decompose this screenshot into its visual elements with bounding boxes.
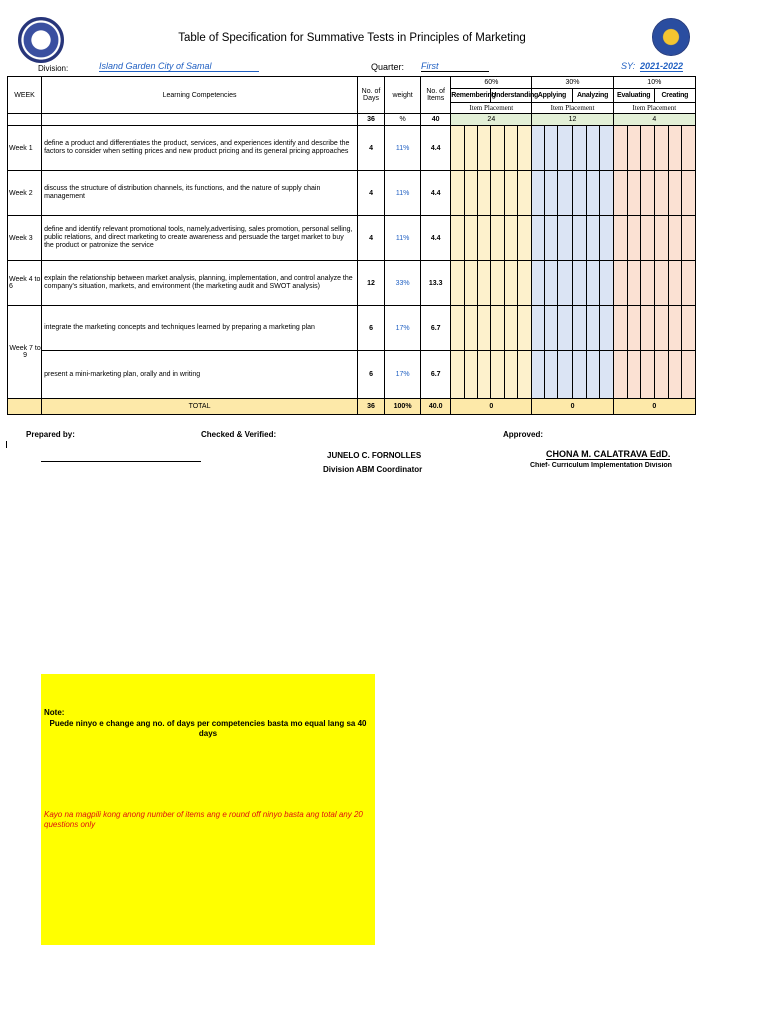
division-label: Division: (38, 64, 69, 73)
approved-name: CHONA M. CALATRAVA EdD. (546, 449, 671, 459)
item-placement-cell (451, 126, 465, 171)
item-placement-cell (572, 306, 586, 351)
item-placement-cell (640, 261, 654, 306)
week-cell: Week 4 to 6 (8, 261, 42, 306)
items-header: No. of Items (421, 77, 451, 114)
item-placement-1: Item Placement (451, 103, 532, 114)
col-evaluating: Evaluating (613, 89, 654, 103)
item-placement-cell (681, 306, 695, 351)
item-placement-cell (545, 351, 558, 399)
total-weight: 100% (385, 399, 421, 415)
prepared-signature-line (41, 461, 201, 462)
group-total-3: 0 (613, 399, 695, 415)
col-analyzing: Analyzing (572, 89, 613, 103)
subtotal-days: 36 (357, 114, 384, 126)
item-placement-cell (654, 306, 668, 351)
note-title: Note: (44, 708, 65, 717)
item-placement-cell (586, 306, 599, 351)
item-placement-cell (613, 216, 627, 261)
item-placement-cell (586, 171, 599, 216)
item-placement-cell (545, 216, 558, 261)
item-placement-cell (465, 216, 478, 261)
weight-header: weight (385, 77, 421, 114)
table-row (8, 171, 696, 216)
approved-label: Approved: (503, 430, 543, 439)
page-title: Table of Specification for Summative Tests in Principles of Marketing (178, 32, 526, 44)
spacer-cell (8, 399, 42, 415)
items-cell: 4.4 (421, 171, 451, 216)
weight-cell: 17% (385, 351, 421, 399)
item-placement-cell (627, 261, 640, 306)
group-total-1: 0 (451, 399, 532, 415)
item-placement-cell (681, 351, 695, 399)
item-placement-cell (681, 261, 695, 306)
total-row (8, 399, 696, 415)
specification-table (7, 76, 696, 415)
item-placement-cell (668, 351, 681, 399)
weight-cell: 11% (385, 126, 421, 171)
item-placement-cell (505, 126, 518, 171)
item-placement-cell (668, 261, 681, 306)
col-creating: Creating (654, 89, 695, 103)
group-count-3: 4 (613, 114, 695, 126)
table-row (8, 261, 696, 306)
items-cell: 6.7 (421, 306, 451, 351)
item-placement-cell (558, 216, 572, 261)
item-placement-cell (491, 126, 505, 171)
item-placement-cell (545, 306, 558, 351)
item-placement-cell (558, 171, 572, 216)
item-placement-cell (640, 306, 654, 351)
competency-cell: integrate the marketing concepts and techniques learned by preparing a marketing plan (42, 306, 358, 351)
item-placement-cell (518, 261, 532, 306)
item-placement-cell (451, 216, 465, 261)
item-placement-cell (465, 171, 478, 216)
item-placement-cell (518, 351, 532, 399)
col-remembering: Remembering (451, 89, 491, 103)
item-placement-cell (505, 261, 518, 306)
group-count-1: 24 (451, 114, 532, 126)
approved-title: Chief- Curriculum Implementation Division (530, 462, 672, 469)
item-placement-cell (465, 306, 478, 351)
item-placement-cell (668, 171, 681, 216)
item-placement-cell (599, 216, 613, 261)
item-placement-cell (668, 126, 681, 171)
days-header: No. of Days (357, 77, 384, 114)
competency-cell: present a mini-marketing plan, orally and in writing (42, 351, 358, 399)
item-placement-cell (627, 351, 640, 399)
item-placement-cell (586, 261, 599, 306)
item-placement-cell (545, 171, 558, 216)
table-row (8, 306, 696, 351)
item-placement-cell (465, 261, 478, 306)
week-cell: Week 7 to 9 (8, 306, 42, 399)
item-placement-cell (518, 126, 532, 171)
item-placement-cell (627, 216, 640, 261)
item-placement-cell (627, 126, 640, 171)
item-placement-cell (558, 126, 572, 171)
weight-cell: 11% (385, 216, 421, 261)
competencies-header: Learning Competencies (42, 77, 358, 114)
item-placement-cell (465, 351, 478, 399)
total-items: 40.0 (421, 399, 451, 415)
weight-cell: 11% (385, 171, 421, 216)
item-placement-cell (532, 216, 545, 261)
item-placement-cell (681, 216, 695, 261)
checked-label: Checked & Verified: (201, 430, 277, 439)
item-placement-cell (505, 171, 518, 216)
item-placement-cell (627, 171, 640, 216)
group-pct-2: 30% (532, 77, 613, 89)
group-pct-3: 10% (613, 77, 695, 89)
item-placement-cell (518, 171, 532, 216)
week-cell: Week 2 (8, 171, 42, 216)
subtotal-items: 40 (421, 114, 451, 126)
item-placement-cell (478, 126, 491, 171)
weight-cell: 33% (385, 261, 421, 306)
subtotal-weight: % (385, 114, 421, 126)
item-placement-cell (654, 171, 668, 216)
group-count-2: 12 (532, 114, 613, 126)
division-value: Island Garden City of Samal (99, 61, 259, 72)
item-placement-cell (640, 351, 654, 399)
item-placement-cell (505, 306, 518, 351)
spacer-cell (8, 114, 42, 126)
item-placement-cell (451, 171, 465, 216)
table-row (8, 126, 696, 171)
quarter-value: First (421, 61, 489, 72)
item-placement-cell (681, 171, 695, 216)
checked-title: Division ABM Coordinator (323, 465, 423, 474)
item-placement-cell (627, 306, 640, 351)
item-placement-cell (532, 126, 545, 171)
item-placement-cell (532, 351, 545, 399)
week-header: WEEK (8, 77, 42, 114)
sy-value: 2021-2022 (640, 61, 684, 71)
item-placement-cell (654, 261, 668, 306)
item-placement-cell (558, 351, 572, 399)
item-placement-3: Item Placement (613, 103, 695, 114)
item-placement-cell (681, 126, 695, 171)
total-label: TOTAL (42, 399, 358, 415)
item-placement-cell (640, 216, 654, 261)
days-cell: 6 (357, 306, 384, 351)
item-placement-cell (586, 351, 599, 399)
item-placement-cell (668, 306, 681, 351)
item-placement-cell (572, 216, 586, 261)
item-placement-cell (613, 351, 627, 399)
total-days: 36 (357, 399, 384, 415)
item-placement-cell (451, 351, 465, 399)
sy-label: SY: (621, 61, 636, 71)
quarter-label: Quarter: (371, 62, 405, 72)
item-placement-cell (558, 306, 572, 351)
item-placement-cell (478, 171, 491, 216)
week-cell: Week 3 (8, 216, 42, 261)
item-placement-cell (532, 261, 545, 306)
item-placement-cell (545, 126, 558, 171)
item-placement-cell (572, 351, 586, 399)
item-placement-cell (478, 306, 491, 351)
item-placement-cell (640, 171, 654, 216)
note-box (41, 674, 375, 945)
item-placement-cell (491, 261, 505, 306)
days-cell: 4 (357, 126, 384, 171)
item-placement-cell (558, 261, 572, 306)
competency-cell: explain the relationship between market analysis, planning, implementation, and control analyze the company's situation, markets, and environment (the marketing audit and SWOT analysis) (42, 261, 358, 306)
item-placement-cell (491, 216, 505, 261)
item-placement-cell (505, 216, 518, 261)
item-placement-cell (545, 261, 558, 306)
group-pct-1: 60% (451, 77, 532, 89)
item-placement-cell (654, 351, 668, 399)
item-placement-cell (613, 261, 627, 306)
item-placement-cell (572, 171, 586, 216)
days-cell: 4 (357, 216, 384, 261)
item-placement-2: Item Placement (532, 103, 613, 114)
items-cell: 4.4 (421, 216, 451, 261)
item-placement-cell (572, 261, 586, 306)
item-placement-cell (640, 126, 654, 171)
item-placement-cell (586, 216, 599, 261)
competency-cell: define a product and differentiates the product, services, and experiences identify and describe the factors to consider when setting prices and new product pricing and its general pricing approaches (42, 126, 358, 171)
col-applying: Applying (532, 89, 572, 103)
item-placement-cell (451, 306, 465, 351)
item-placement-cell (491, 306, 505, 351)
item-placement-cell (572, 126, 586, 171)
item-placement-cell (613, 306, 627, 351)
item-placement-cell (478, 216, 491, 261)
note-days-instruction: Puede ninyo e change ang no. of days per competencies basta mo equal lang sa 40 days (49, 719, 367, 738)
item-placement-cell (613, 126, 627, 171)
weight-cell: 17% (385, 306, 421, 351)
item-placement-cell (654, 216, 668, 261)
item-placement-cell (518, 306, 532, 351)
group-total-2: 0 (532, 399, 613, 415)
days-cell: 4 (357, 171, 384, 216)
table-row (8, 351, 696, 399)
prepared-label: Prepared by: (26, 430, 75, 439)
item-placement-cell (518, 216, 532, 261)
item-placement-cell (599, 171, 613, 216)
competency-cell: define and identify relevant promotional tools, namely,advertising, sales promotion, personal selling, public relations, and direct marketing to create awareness and persuade the target market to buy the product or patronize the service (42, 216, 358, 261)
margin-mark (6, 441, 7, 448)
days-cell: 12 (357, 261, 384, 306)
items-cell: 4.4 (421, 126, 451, 171)
item-placement-cell (532, 306, 545, 351)
item-placement-cell (668, 216, 681, 261)
note-items-instruction: Kayo na magpili kong anong number of items ang e round off ninyo basta ang total any 20 questions only (44, 810, 363, 829)
spacer-cell (42, 114, 358, 126)
item-placement-cell (478, 261, 491, 306)
competency-cell: discuss the structure of distribution channels, its functions, and the nature of supply chain management (42, 171, 358, 216)
item-placement-cell (478, 351, 491, 399)
table-row (8, 216, 696, 261)
item-placement-cell (505, 351, 518, 399)
days-cell: 6 (357, 351, 384, 399)
item-placement-cell (599, 261, 613, 306)
item-placement-cell (451, 261, 465, 306)
checked-name: JUNELO C. FORNOLLES (327, 451, 422, 460)
col-understanding: Understanding (491, 89, 532, 103)
item-placement-cell (532, 171, 545, 216)
week-cell: Week 1 (8, 126, 42, 171)
item-placement-cell (599, 351, 613, 399)
item-placement-cell (491, 351, 505, 399)
item-placement-cell (586, 126, 599, 171)
item-placement-cell (491, 171, 505, 216)
items-cell: 6.7 (421, 351, 451, 399)
item-placement-cell (613, 171, 627, 216)
item-placement-cell (599, 126, 613, 171)
items-cell: 13.3 (421, 261, 451, 306)
item-placement-cell (465, 126, 478, 171)
item-placement-cell (654, 126, 668, 171)
item-placement-cell (599, 306, 613, 351)
